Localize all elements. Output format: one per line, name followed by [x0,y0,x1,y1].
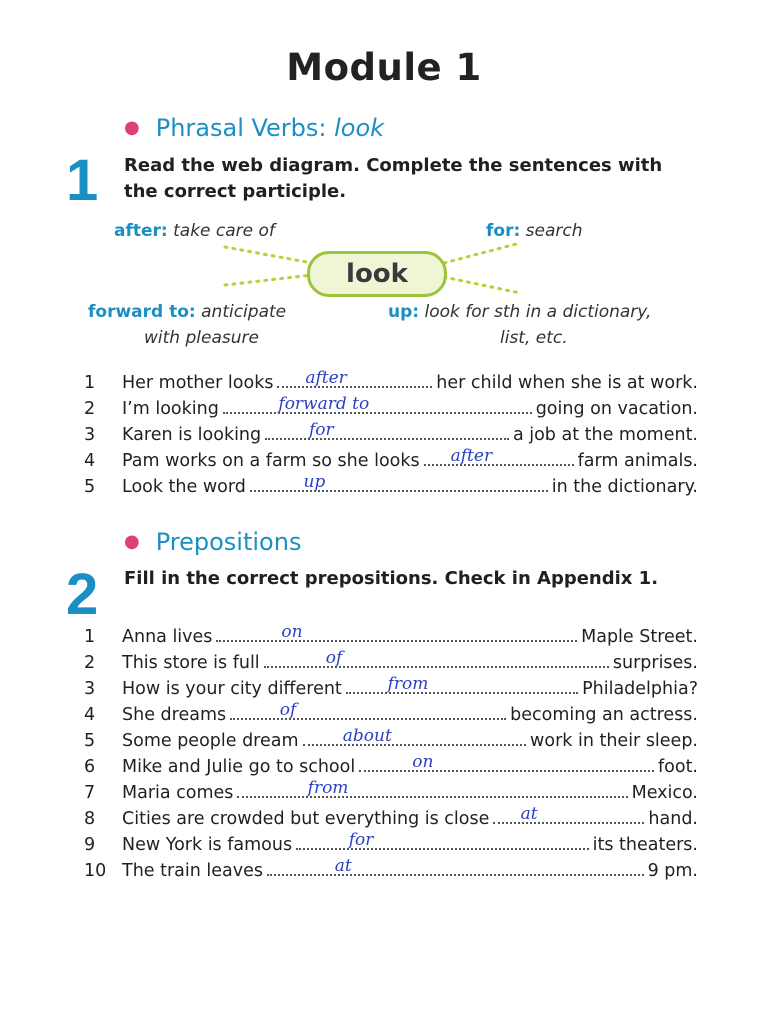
item-sentence-start: Pam works on a farm so she looks [122,451,420,471]
item-sentence-end: in the dictionary. [551,477,698,497]
item-number: 2 [84,653,96,673]
item-sentence-start: Cities are crowded but everything is close [122,809,490,829]
exercise-number: 2 [66,562,99,627]
exercise-item [84,394,698,424]
diagram-center-look: look [307,251,447,297]
handwritten-answer: of [325,648,343,668]
item-sentence-end: its theaters. [592,835,698,855]
item-sentence-start: How is your city different [122,679,342,699]
exercise-item [84,674,698,704]
handwritten-answer: after [450,446,493,466]
answer-blank[interactable] [359,752,654,772]
item-sentence-end: hand. [648,809,698,829]
diagram-up: up: look for sth in a dictionary, list, etc. [388,302,652,348]
item-sentence-end: Philadelphia? [582,679,698,699]
section-heading-prepositions [124,528,301,556]
exercise-item [84,804,698,834]
exercise-item [84,420,698,450]
answer-blank[interactable] [223,394,532,414]
answer-blank[interactable] [250,472,548,492]
answer-blank[interactable] [493,804,644,824]
item-sentence-end: going on vacation. [535,399,698,419]
web-diagram [80,215,720,355]
section-heading-phrasal-verbs [124,114,384,142]
exercise-item [84,856,698,886]
exercise-item [84,778,698,808]
handwritten-answer: after [305,368,347,388]
answer-blank[interactable] [267,856,644,876]
exercise-item [84,472,698,502]
item-number: 6 [84,757,96,777]
answer-blank[interactable] [237,778,627,798]
item-sentence-start: Look the word [122,477,246,497]
item-number: 7 [84,783,96,803]
exercise-item [84,726,698,756]
exercise-item [84,368,698,398]
page-title: Module 1 [286,46,482,89]
handwritten-answer: from [387,674,429,694]
answer-blank[interactable] [303,726,527,746]
answer-blank[interactable] [264,648,609,668]
item-number: 5 [84,731,96,751]
diagram-for: for: search [486,221,583,241]
diagram-after: after: take care of [114,221,275,241]
item-number: 3 [84,425,96,445]
item-sentence-end: her child when she is at work. [436,373,698,393]
item-number: 4 [84,705,96,725]
item-sentence-start: She dreams [122,705,227,725]
handwritten-answer: up [303,472,326,492]
item-sentence-start: This store is full [122,653,260,673]
item-number: 5 [84,477,96,497]
item-sentence-end: work in their sleep. [530,731,698,751]
item-sentence-start: Maria comes [122,783,234,803]
handwritten-answer: about [342,726,392,746]
handwritten-answer: for [309,420,334,440]
answer-blank[interactable] [265,420,509,440]
exercise-number: 1 [66,148,99,213]
handwritten-answer: on [412,752,434,772]
exercise-1-list [84,368,698,502]
item-sentence-end: farm animals. [577,451,698,471]
handwritten-answer: at [520,804,538,824]
item-sentence-start: Her mother looks [122,373,274,393]
item-sentence-start: Mike and Julie go to school [122,757,356,777]
handwritten-answer: for [348,830,374,850]
item-sentence-end: 9 pm. [647,861,698,881]
item-sentence-end: foot. [658,757,698,777]
item-sentence-start: Some people dream [122,731,299,751]
item-sentence-end: Mexico. [631,783,698,803]
item-sentence-end: becoming an actress. [510,705,698,725]
handwritten-answer: at [334,856,352,876]
item-sentence-end: Maple Street. [581,627,698,647]
item-number: 4 [84,451,96,471]
section-heading-text: Phrasal Verbs: [155,114,335,142]
item-sentence-start: Anna lives [122,627,213,647]
item-number: 1 [84,627,96,647]
item-sentence-start: Karen is looking [122,425,262,445]
exercise-item [84,446,698,476]
answer-blank[interactable] [346,674,578,694]
answer-blank[interactable] [277,368,432,388]
exercise-item [84,752,698,782]
item-number: 2 [84,399,96,419]
item-number: 9 [84,835,96,855]
exercise-item [84,622,698,652]
handwritten-answer: of [279,700,297,720]
bullet-icon: ● [124,117,140,138]
answer-blank[interactable] [230,700,506,720]
item-number: 1 [84,373,96,393]
answer-blank[interactable] [424,446,574,466]
handwritten-answer: from [307,778,349,798]
diagram-forward-to: forward to: anticipate with pleasure [88,302,287,348]
item-number: 8 [84,809,96,829]
bullet-icon: ● [124,531,140,552]
section-heading-italic: look [334,114,385,142]
exercise-instruction: Fill in the correct prepositions. Check in Appendix 1. [124,568,659,589]
handwritten-answer: on [281,622,303,642]
item-sentence-start: The train leaves [122,861,263,881]
item-sentence-end: a job at the moment. [512,425,698,445]
exercise-item [84,830,698,860]
answer-blank[interactable] [216,622,577,642]
section-heading-text: Prepositions [155,528,302,556]
answer-blank[interactable] [296,830,589,850]
item-number: 3 [84,679,96,699]
item-sentence-start: New York is famous [122,835,293,855]
item-number: 10 [84,861,107,881]
item-sentence-start: I’m looking [122,399,219,419]
item-sentence-end: surprises. [612,653,698,673]
exercise-2-list [84,622,698,886]
exercise-instruction: Read the web diagram. Complete the sentences with the correct participle. [124,155,663,202]
handwritten-answer: forward to [278,394,370,414]
